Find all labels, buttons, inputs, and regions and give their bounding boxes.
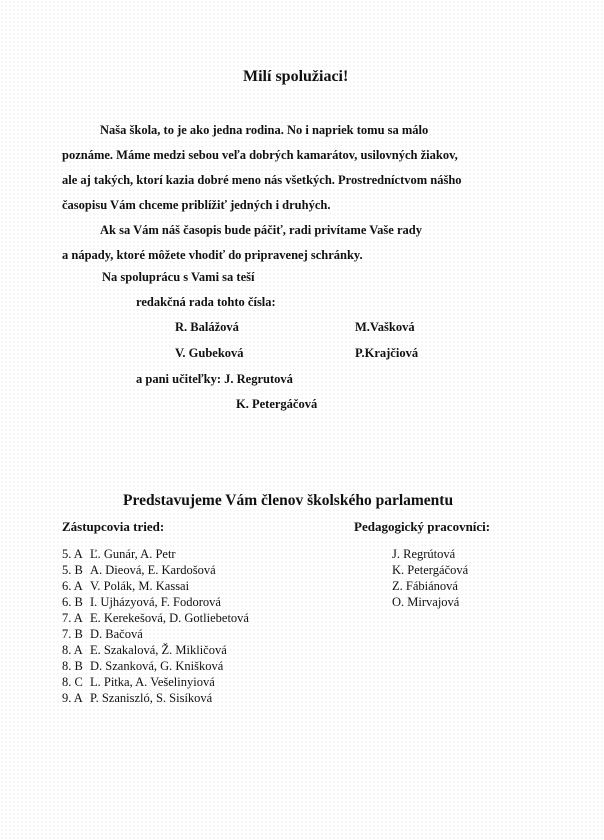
staff-member: O. Mirvajová: [392, 595, 460, 609]
closing-line: Na spoluprácu s Vami sa teší: [102, 270, 255, 284]
paragraph-2: [62, 218, 532, 268]
list-item: [62, 690, 212, 706]
paragraph-line: ale aj takých, ktorí kazia dobré meno nás všetkých. Prostredníctvom nášho: [62, 173, 462, 187]
class-label: 8. C: [62, 675, 83, 689]
class-label: 6. A: [62, 579, 83, 593]
class-label: 5. B: [62, 563, 83, 577]
paragraph-1: [62, 118, 532, 218]
list-item: [62, 674, 215, 690]
editor-name: R. Balážová: [175, 320, 239, 334]
classes-heading: Zástupcovia tried:: [62, 519, 165, 534]
class-label: 5. A: [62, 547, 83, 561]
representative-names: Ľ. Gunár, A. Petr: [90, 547, 176, 561]
class-label: 6. B: [62, 595, 83, 609]
editorial-board-label: redakčná rada tohto čísla:: [136, 295, 276, 309]
class-label: 7. B: [62, 627, 83, 641]
paragraph-line: poznáme. Máme medzi sebou veľa dobrých kamarátov, usilovných žiakov,: [62, 148, 458, 162]
representative-names: V. Polák, M. Kassai: [90, 579, 190, 593]
paragraph-line: Ak sa Vám náš časopis bude páčiť, radi privítame Vaše rady: [100, 223, 422, 237]
representative-names: E. Szakalová, Ž. Mikličová: [90, 643, 227, 657]
class-label: 9. A: [62, 691, 83, 705]
list-item: [62, 562, 216, 578]
editor-name: P.Krajčiová: [355, 346, 419, 360]
class-label: 7. A: [62, 611, 83, 625]
list-item: [62, 642, 227, 658]
representative-names: D. Bačová: [90, 627, 143, 641]
list-item: [62, 578, 189, 594]
staff-member: K. Petergáčová: [392, 563, 469, 577]
list-item: [62, 626, 143, 642]
representative-names: L. Pitka, A. Vešelinyiová: [90, 675, 215, 689]
paragraph-line: a nápady, ktoré môžete vhodiť do pripravenej schránky.: [62, 248, 363, 262]
editor-name: M.Vašková: [355, 320, 415, 334]
representative-names: P. Szaniszló, S. Sisíková: [90, 691, 213, 705]
staff-member: J. Regrútová: [392, 547, 456, 561]
representative-names: E. Kerekešová, D. Gotliebetová: [90, 611, 249, 625]
list-item: [62, 610, 249, 626]
paragraph-line: časopisu Vám chceme priblížiť jedných i druhých.: [62, 198, 331, 212]
representative-names: I. Ujházyová, F. Fodorová: [90, 595, 221, 609]
representative-names: A. Dieová, E. Kardošová: [90, 563, 216, 577]
parliament-heading: Predstavujeme Vám členov školského parlamentu: [123, 492, 454, 509]
staff-member: Z. Fábiánová: [392, 579, 458, 593]
teachers-line: a pani učiteľky: J. Regrutová: [136, 372, 293, 386]
teacher-name: K. Petergáčová: [236, 397, 318, 411]
paragraph-line: Naša škola, to je ako jedna rodina. No i napriek tomu sa málo: [100, 123, 429, 137]
list-item: [62, 546, 176, 562]
representative-names: D. Szanková, G. Knišková: [90, 659, 224, 673]
class-label: 8. A: [62, 643, 83, 657]
letter-title: Milí spolužiaci!: [243, 68, 349, 85]
list-item: [62, 658, 223, 674]
list-item: [62, 594, 221, 610]
class-label: 8. B: [62, 659, 83, 673]
editor-name: V. Gubeková: [175, 346, 244, 360]
staff-heading: Pedagogický pracovníci:: [354, 519, 491, 534]
